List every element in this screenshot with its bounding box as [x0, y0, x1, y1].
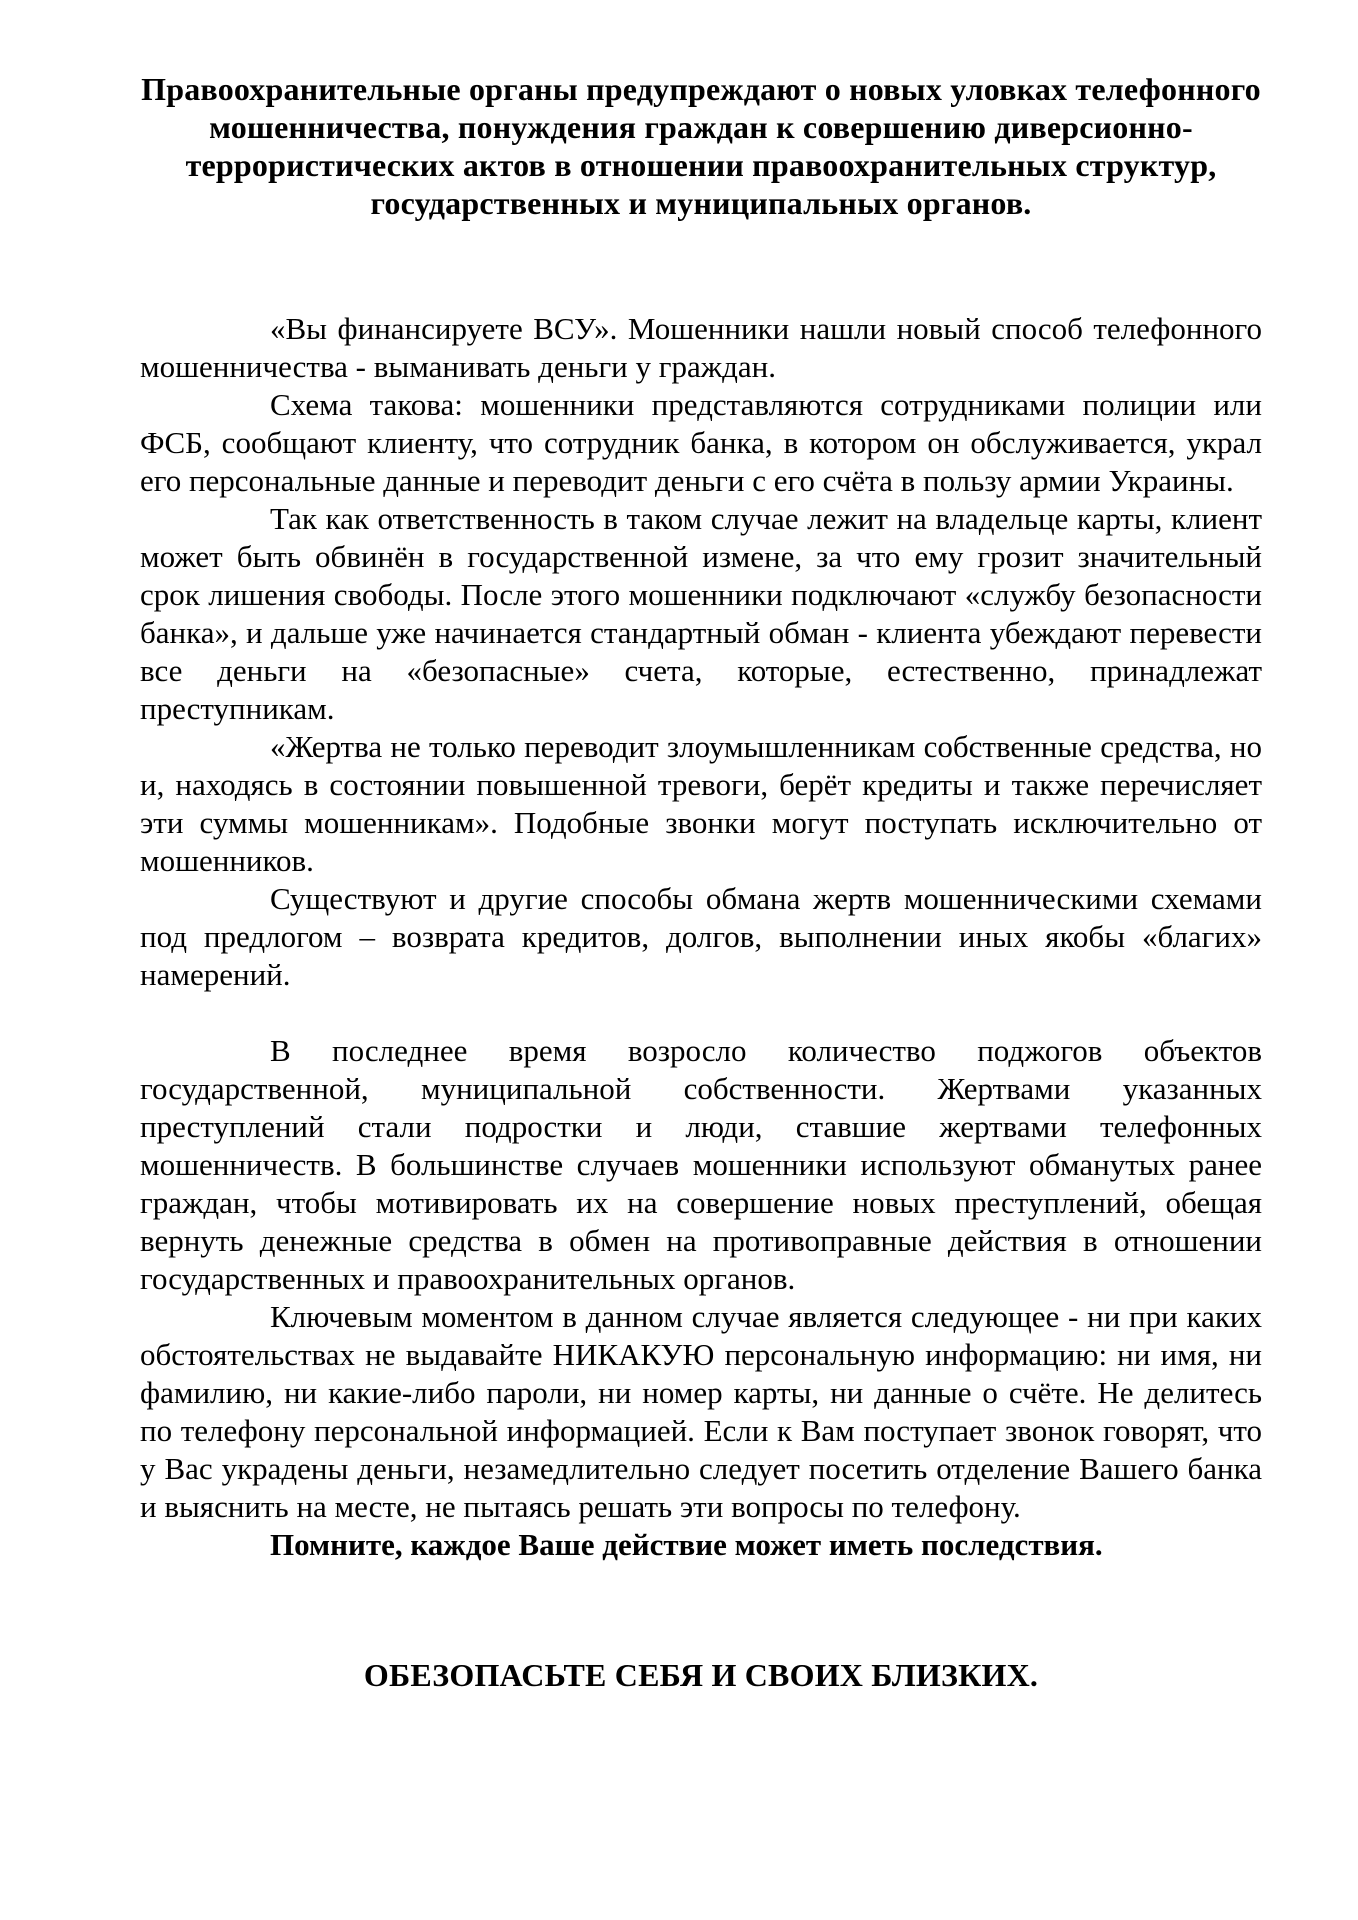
paragraph: Схема такова: мошенники представляются сотрудниками полиции или ФСБ, сообщают клиенту, что сотрудник банка, в котором он обслуживается, украл его персональные данные и переводит деньги с его счёта в пользу армии Украины. [140, 387, 1262, 498]
paragraph: «Жертва не только переводит злоумышленникам собственные средства, но и, находясь в состоянии повышенной тревоги, берёт кредиты и также перечисляет эти суммы мошенникам». Подобные звонки могут поступать исключительно от мошенников. [140, 729, 1262, 878]
paragraph: В последнее время возросло количество поджогов объектов государственной, муниципальной собственности. Жертвами указанных преступлений стали подростки и люди, ставшие жертвами телефонных мошенничеств. В большинстве случаев мошенники используют обманутых ранее граждан, чтобы мотивировать их на совершение новых преступлений, обещая вернуть денежные средства в обмен на противоправные действия в отношении государственных и правоохранительных органов. [140, 1033, 1262, 1296]
document-title: Правоохранительные органы предупреждают о новых уловках телефонного мошенничества, понуждения граждан к совершению диверсионно-террористических актов в отношении правоохранительных структур, государственных и муниципальных органов. [141, 71, 1261, 221]
paragraph: Ключевым моментом в данном случае является следующее - ни при каких обстоятельствах не выдавайте НИКАКУЮ персональную информацию: ни имя, ни фамилию, ни какие-либо пароли, ни номер карты, ни данные о счёте. Не делитесь по телефону персональной информацией. Если к Вам поступает звонок говорят, что у Вас украдены деньги, незамедлительно следует посетить отделение Вашего банка и выяснить на месте, не пытаясь решать эти вопросы по телефону. [140, 1299, 1262, 1524]
paragraph: «Вы финансируете ВСУ». Мошенники нашли новый способ телефонного мошенничества - выманивать деньги у граждан. [140, 311, 1262, 384]
document-body [140, 310, 1262, 1564]
paragraph: Существуют и другие способы обмана жертв мошенническими схемами под предлогом – возврата кредитов, долгов, выполнении иных якобы «благих» намерений. [140, 881, 1262, 992]
closing-statement: ОБЕЗОПАСЬТЕ СЕБЯ И СВОИХ БЛИЗКИХ. [363, 1657, 1039, 1693]
paragraph: Помните, каждое Ваше действие может иметь последствия. [270, 1527, 1103, 1562]
paragraph: Так как ответственность в таком случае лежит на владельце карты, клиент может быть обвинён в государственной измене, за что ему грозит значительный срок лишения свободы. После этого мошенники подключают «службу безопасности банка», и дальше уже начинается стандартный обман - клиента убеждают перевести все деньги на «безопасные» счета, которые, естественно, принадлежат преступникам. [140, 501, 1262, 726]
